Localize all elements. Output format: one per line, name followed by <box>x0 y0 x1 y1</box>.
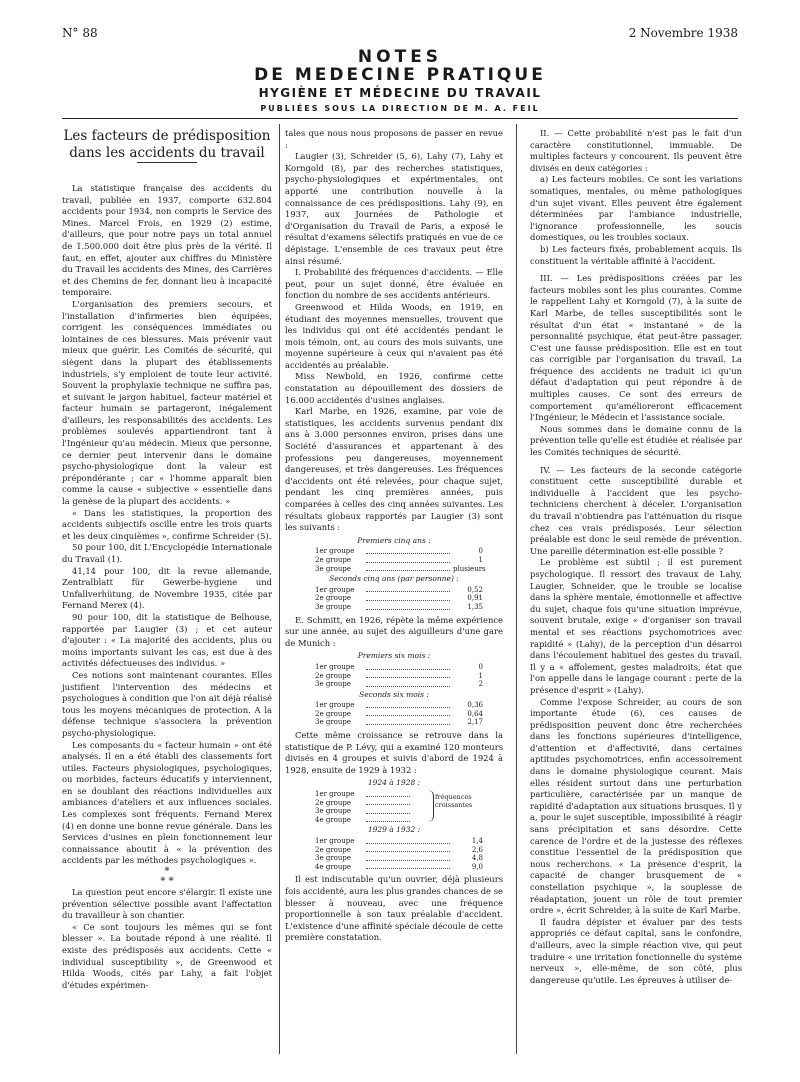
issue-number: N° 88 <box>62 26 98 40</box>
table-cell: 2e groupe <box>315 709 351 718</box>
table-cell: 0,52 <box>467 585 483 594</box>
table-cell: 3e groupe <box>315 807 351 816</box>
brace-note: fréquences croissantes <box>435 793 473 810</box>
table-cell: 0,36 <box>467 701 483 710</box>
column-divider <box>516 124 517 1054</box>
column-2 <box>285 128 503 944</box>
table-cell: 1,4 <box>471 837 483 845</box>
table-cell: 1er groupe <box>315 837 355 845</box>
paragraph: I. Probabilité des fréquences d'accidents. — Elle peut, pour un sujet donné, être évaluée en fonction du nombre de ses accidents antérieurs. <box>285 267 503 301</box>
paragraph: La statistique française des accidents du travail, publiée en 1937, comporte 632.804 accidents pour 1934, non compris le Service des Mines. Marcel Frois, en 1929 (2) estime, d'ailleurs, que pour notre pays un total annuel de 1.500.000 doit être plus près de la vérité. Il faut, en effet, ajouter aux chiffres du Ministère du Travail les accidents des Mines, des Carrières et des Chemins de fer, donnant lieu à incapacité temporaire. <box>62 183 272 298</box>
paragraph: Karl Marbe, en 1926, examine, par voie de statistiques, les accidents survenus pendant dix ans à 3.000 personnes environ, prises dans une Société d'assurances et appartenant à des professions peu dangereuses, moyennement dangereuses, et très dangereuses. Les fréquences d'accidents ont été relevées, pour chaque sujet, pendant les cinq premières années, puis comparées à celles des cinq années suivantes. Les résultats globaux rapportés par Laugier (3) sont les suivants : <box>285 406 503 533</box>
table-cell: 4e groupe <box>315 862 351 871</box>
paragraph: b) Les facteurs fixés, probablement acquis. Ils constituent la véritable affinité à l'accident. <box>530 243 742 266</box>
table-cell: 3e groupe <box>315 718 351 727</box>
table-cell: 0 <box>478 662 483 671</box>
table-row <box>285 547 503 556</box>
table-cell: 9,0 <box>471 862 483 871</box>
table-cell: 1er groupe <box>315 547 355 556</box>
table-cell: 2e groupe <box>315 798 351 807</box>
column-divider <box>279 124 280 1054</box>
table-cell: 0,64 <box>467 709 483 718</box>
table-cell: 2e groupe <box>315 671 351 680</box>
table-row <box>285 816 503 825</box>
masthead-direction: PUBLIÉES SOUS LA DIRECTION DE M. A. FEIL <box>260 104 540 113</box>
table-row <box>285 710 503 719</box>
table-cell: 3e groupe <box>315 564 351 573</box>
title-rule <box>137 162 197 163</box>
paragraph: Il est indiscutable qu'un ouvrier, déjà plusieurs fois accidenté, aura les plus grandes chances de se blesser à nouveau, avec une fréquence proportionnelle à son taux préalable d'accident. L'existence d'une affinité spéciale découle de cette première constatation. <box>285 874 503 943</box>
paragraph: 41,14 pour 100, dit la revue allemande, Zentralblatt für Gewerbe-hygiene und Unfallverhütung, de Novembre 1935, citée par Fernand Merex (4). <box>62 565 272 611</box>
table-cell: 2e groupe <box>315 845 351 854</box>
table-cell: 1 <box>478 555 483 564</box>
table-caption: Seconds cinq ans (par personne) : <box>329 574 459 584</box>
paragraph: III. — Les prédispositions créées par les facteurs mobiles sont les plus courantes. Comme le rappellent Lahy et Korngold (7), à la suite de Karl Marbe, de telles susceptibilités sont le résultat d'un état « instantané » de la personnalité psychique, état peut-être passager. C'est une fausse prédisposition. Elle est en tout cas corrigible par l'organisation du travail. La fréquence des accidents ne traduit ici qu'un défaut d'adaptation qui peut répondre à de multiples causes. Ce sont des erreurs de comportement qu'amélioreront efficacement l'Ingénieur, le Médecin et l'assistance sociale. <box>530 273 742 423</box>
paragraph: Nous sommes dans le domaine connu de la prévention telle qu'elle est étudiée et réalisée par les Comités techniques de sécurité. <box>530 423 742 458</box>
paragraph: La question peut encore s'élargir. Il existe une prévention sélective possible avant l'affectation du travailleur à son chantier. <box>62 887 272 921</box>
table-cell: 1 <box>478 671 483 680</box>
table-row <box>285 837 503 846</box>
table-row <box>285 565 503 574</box>
table-row <box>285 854 503 863</box>
table-cell: 0,91 <box>467 594 483 603</box>
table-cell: 1er groupe <box>315 701 355 710</box>
table-row <box>285 718 503 727</box>
table-cell: 3e groupe <box>315 680 351 689</box>
masthead-subtitle: HYGIÈNE ET MÉDECINE DU TRAVAIL <box>258 86 542 100</box>
table-cell: 1er groupe <box>315 585 355 594</box>
paragraph: II. — Cette probabilité n'est pas le fait d'un caractère constitutionnel, immuable. De multiples facteurs y concourent. Ils peuvent être divisés en deux catégories : <box>530 128 742 173</box>
table-cell: 3e groupe <box>315 854 351 863</box>
paragraph: Le problème est subtil ; il est purement psychologique. Il ressort des travaux de Lahy, Laugier, Schneider, que le trouble se localise dans la sphère mentale, émotionnelle et affective du sujet, chaque fois qu'une situation imprévue, souvent brutale, exige « d'organiser son travail mental et ses réactions psychomotrices avec rapidité » (Lahy), de la perception d'un désarroi dans l'écoulement habituel des gestes du travail. Il y a « affolement, gestes maladroits, état que l'on appelle dans le langage courant : perte de la présence d'esprit » (Lahy). <box>530 557 742 695</box>
table-cell: 0 <box>478 547 483 556</box>
table-caption: 1924 à 1928 : <box>367 778 421 788</box>
table-caption: 1929 à 1932 : <box>367 825 421 835</box>
table-cell: 2,6 <box>471 845 483 854</box>
table-cell: 1,35 <box>467 602 483 611</box>
paragraph: Cette même croissance se retrouve dans la statistique de P. Lévy, qui a examiné 120 monteurs divisés en 4 groupes et suivis d'abord de 1924 à 1928, ensuite de 1929 à 1932 : <box>285 730 503 775</box>
paragraph: L'organisation des premiers secours, et l'installation d'infirmeries bien équipées, corrigent les conséquences immédiates ou lointaines de ces blessures. Mais prévenir vaut mieux que guérir. Les Comités de sécurité, qui siègent dans la plupart des établissements industriels, s'y emploient de toute leur activité. Souvent la prophylaxie technique ne suffira pas, et suivant le jargon habituel, facteur matériel et facteur humain se partageront, inégalement d'ailleurs, les responsabilités des accidents. Les problèmes soulevés appartiendront tant à l'Ingénieur qu'au médecin. Mieux que personne, ce dernier peut intervenir dans le domaine psycho-physiologique dont la valeur est prépondérante ; car « l'homme apparaît bien comme la cause « subjective » essentielle dans la genèse de la plupart des accidents. » <box>62 298 272 507</box>
table-cell: 2e groupe <box>315 555 351 564</box>
issue-date: 2 Novembre 1938 <box>628 26 738 40</box>
section-stars: * * * <box>160 866 174 888</box>
paragraph: Laugier (3), Schreider (5, 6), Lahy (7), Lahy et Korngold (8), par des recherches statistiques, psycho-physiologiques et expérimentales, ont apporté une contribution nouvelle à la connaissance de ces prédispositions. Lahy (9), en 1937, aux Journées de Pathologie et d'Organisation du Travail de Paris, a exposé le résultat d'examens sélectifs pratiqués en vue de ce dépistage. L'ensemble de ces travaux peut être ainsi résumé. <box>285 151 503 266</box>
table-row <box>285 603 503 612</box>
table-row <box>285 672 503 681</box>
paragraph: Comme l'expose Schreider, au cours de son importante étude (6), ces causes de prédisposition peuvent donc être recherchées dans les fonctions supérieures d'intelligence, d'attention et d'affectivité, dans certaines aptitudes psychomotrices, enfin accessoirement dans le domaine physiologique courant. Mais elles résident surtout dans une perturbation particulière, caractérisée par un manque de rapidité d'adaptation aux situations brusques. Il y a, pour le sujet susceptible, impossibilité à réagir sans précipitation et sans désordre. Cette carence de l'ordre et de la justesse des réflexes constitue l'essentiel de la prédisposition que nous recherchons. « La présence d'esprit, la capacité de changer brusquement de « constellation psychique », la souplesse de réadaptation, jouent un rôle de tout premier ordre », écrit Schreider, à la suite de Karl Marbe. <box>530 696 742 916</box>
paragraph: Miss Newbold, en 1926, confirme cette constatation au dépouillement des dossiers de 16.000 accidentés d'usines anglaises. <box>285 371 503 405</box>
table-row <box>285 701 503 710</box>
paragraph: Il faudra dépister et évaluer par des tests appropriés ce défaut capital, sans le confondre, d'ailleurs, avec la simple réaction vive, qui peut traduire « une irritation fonctionnelle du système nerveux », elle-même, de son côté, plus dangereuse qu'utile. Les épreuves à utiliser de- <box>530 916 742 985</box>
table-cell: plusieurs <box>453 564 486 573</box>
paragraph: Les composants du « facteur humain » ont été analysés. Il en a été établi des classements fort utiles. Facteurs physiologiques, psychologiques, ou morbides, facteurs éducatifs y interviennent, en se doublant des réactions individuelles aux ambiances d'ateliers et aux influences sociales. Les complexes sont fréquents. Fernand Merex (4) en donne une bonne revue générale. Dans les Services d'usines en plein fonctionnement leur connaissance aboutit à « la prévention des accidents par les méthodes psychologiques ». <box>62 739 272 866</box>
masthead <box>0 48 800 116</box>
table-cell: 4e groupe <box>315 815 351 824</box>
article-title: Les facteurs de prédisposition dans les accidents du travail <box>63 128 271 161</box>
schmitt-table <box>285 652 503 727</box>
paragraph: « Dans les statistiques, la proportion des accidents subjectifs oscille entre les trois quarts et les deux cinquièmes », confirme Schreider (5). <box>62 507 272 541</box>
table-row <box>285 863 503 872</box>
paragraph: Greenwood et Hilda Woods, en 1919, en étudiant des moyennes mensuelles, trouvent que les individus qui ont été accidentés pendant le mois témoin, ont, au cours des mois suivants, une moyenne supérieure à ceux qui n'avaient pas été accidentés au préalable. <box>285 301 503 370</box>
paragraph: 90 pour 100, dit la statistique de Belhouse, rapportée par Laugier (3) ; et cet auteur d'ajouter : « La majorité des accidents, plus ou moins importants suivant les cas, est due à des activités défectueuses des individus. » <box>62 611 272 669</box>
masthead-title-2: DE MEDECINE PRATIQUE <box>254 65 546 85</box>
levy-table <box>285 779 503 871</box>
table-caption: Premiers six mois : <box>357 651 431 661</box>
brace-mark <box>427 790 434 822</box>
marbe-table <box>285 537 503 612</box>
paragraph: Ces notions sont maintenant courantes. Elles justifient l'intervention des médecins et psychologues à condition que l'on ait déjà réalisé tous les moyens mécaniques de protection. A la défense technique s'associera la prévention psycho-physiologique. <box>62 669 272 738</box>
paragraph: « Ce sont toujours les mêmes qui se font blesser ». La boutade répond à une réalité. Il existe des prédisposés aux accidents. Cette « individual susceptibility », de Greenwood et Hilda Woods, cités par Lahy, a fait l'objet d'études expérimen- <box>62 921 272 990</box>
column-3 <box>530 128 742 986</box>
table-cell: 2,17 <box>467 718 483 727</box>
paragraph: IV. — Les facteurs de la seconde catégorie constituent cette susceptibilité durable et individuelle à l'accident que les psycho-techniciens cherchent à déceler. L'organisation du travail n'obtiendra pas l'atténuation du risque chez ces vrais prédisposés. Leur sélection préalable est donc le seul remède de prévention. Une pareille détermination est-elle possible ? <box>530 464 742 556</box>
table-cell: 1er groupe <box>315 790 355 799</box>
table-row <box>285 594 503 603</box>
table-row <box>285 556 503 565</box>
table-caption: Seconds six mois : <box>359 689 429 699</box>
table-row <box>285 846 503 855</box>
table-row <box>285 680 503 689</box>
masthead-rule <box>62 118 738 119</box>
column-1 <box>62 128 272 991</box>
table-cell: 4,8 <box>471 854 483 863</box>
table-caption: Premiers cinq ans : <box>357 535 431 545</box>
table-cell: 2 <box>478 680 483 689</box>
paragraph: tales que nous nous proposons de passer en revue : <box>285 128 503 150</box>
table-row <box>285 663 503 672</box>
paragraph: a) Les facteurs mobiles. Ce sont les variations somatiques, mentales, ou même pathologiques d'un sujet vivant. Elles peuvent être également déterminées par l'ambiance industrielle, l'ignorance professionnelle, les soucis domestiques, ou les troubles sociaux. <box>530 174 742 243</box>
masthead-title-1: NOTES <box>357 47 443 67</box>
paragraph: 50 pour 100, dit L'Encyclopédie Internationale du Travail (1). <box>62 542 272 564</box>
table-cell: 3e groupe <box>315 602 351 611</box>
table-cell: 1er groupe <box>315 662 355 671</box>
table-cell: 2e groupe <box>315 594 351 603</box>
paragraph: E. Schmitt, en 1926, répète la même expérience sur une année, au sujet des aiguilleurs d'une gare de Munich : <box>285 614 503 648</box>
brace-group <box>285 790 503 824</box>
table-row <box>285 586 503 595</box>
